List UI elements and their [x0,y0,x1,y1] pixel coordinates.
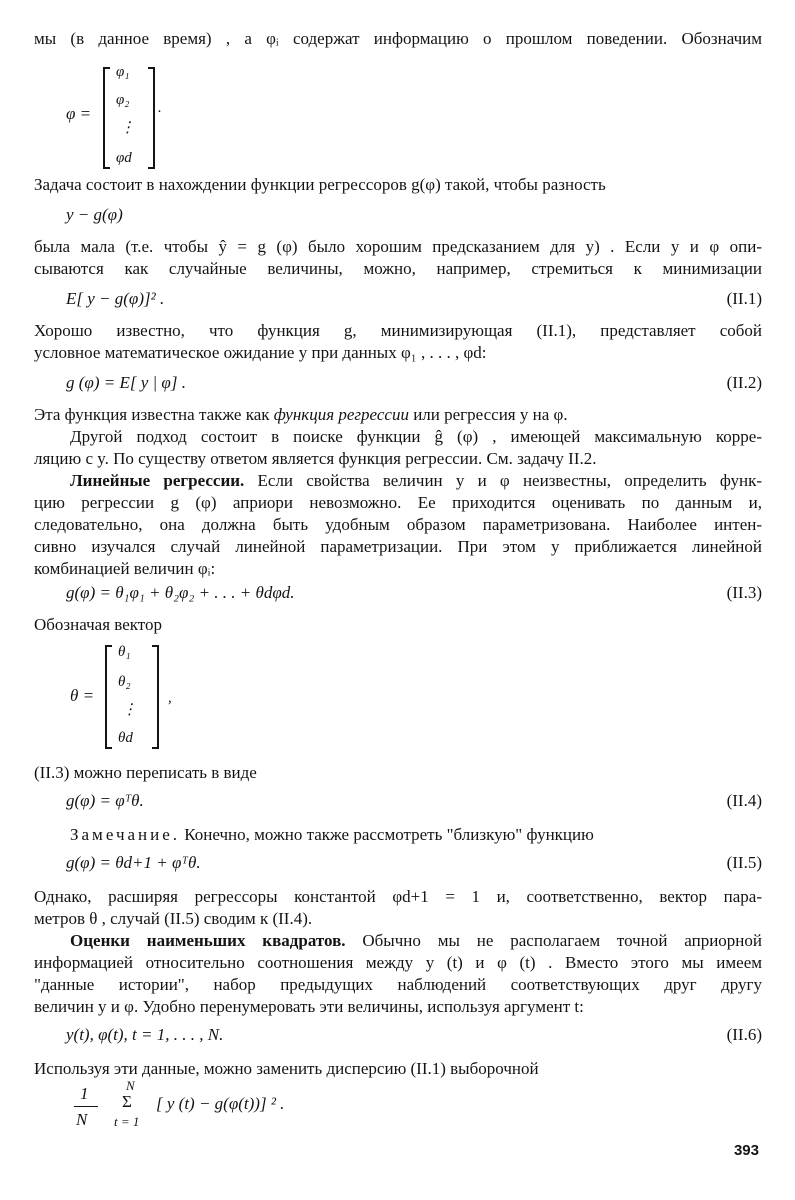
sample-variance-formula [72,1078,332,1142]
matrix-element: φd [116,150,132,166]
text-line: следовательно, она должна быть удобным образом параметризована. Наиболее интен- [34,515,762,534]
matrix-element: θ₁ [118,644,131,660]
text-line: Задача состоит в нахождении функции регрессоров g(φ) такой, чтобы разность [34,175,606,194]
expression: y − g(φ) [66,205,123,224]
matrix-lhs: θ = [70,686,95,705]
fraction-bar [74,1106,98,1107]
equation-number: (II.4) [726,791,762,810]
theta-vector-matrix [70,642,200,754]
matrix-suffix: , [168,690,172,706]
text-line: Обозначая вектор [34,615,162,634]
text-span: Конечно, можно также рассмотреть "близкую" функцию [180,825,594,844]
equation-II2: g (φ) = E[ y | φ] . [66,373,186,392]
text-line: информацией относительно соотношения между y (t) и φ (t) . Вместо этого мы имеем [34,953,762,972]
remark-heading: Замечание. [70,825,181,844]
matrix-dots: ⋮ [122,702,137,718]
section-heading: Оценки наименьших квадратов. [70,931,346,950]
text-span: Обычно мы не располагаем точной априорной [345,931,762,950]
text-line: ляцию с y. По существу ответом является функция регрессии. См. задачу II.2. [34,449,597,468]
text-line: Другой подход состоит в поиске функции ĝ (φ) , имеющей максимальную корре- [70,427,762,446]
equation-II3: g(φ) = θ₁φ₁ + θ₂φ₂ + . . . + θdφd. [66,583,295,602]
text-span: или регрессия y на φ. [408,405,568,424]
equation-II5: g(φ) = θd+1 + φᵀθ. [66,853,201,872]
matrix-element: φ₁ [116,64,130,80]
equation-number: (II.3) [726,583,762,602]
fraction-denominator: N [76,1110,88,1129]
fraction-numerator: 1 [80,1084,89,1103]
equation-II1: E[ y − g(φ)]² . [66,289,165,308]
equation-number: (II.6) [726,1025,762,1044]
equation-number: (II.2) [726,373,762,392]
sum-upper-limit: N [126,1078,135,1093]
text-line: "данные истории", набор предыдущих наблюдений соответствующих друг другу [34,975,762,994]
text-line [70,930,762,952]
equation-number: (II.1) [726,289,762,308]
matrix-element: φ₂ [116,92,130,108]
emphasis-term: функция регрессии [273,405,409,424]
sum-sign: Σ [122,1092,132,1111]
text-line: метров θ , случай (II.5) сводим к (II.4). [34,909,313,928]
text-line: Используя эти данные, можно заменить дисперсию (II.1) выборочной [34,1059,539,1078]
matrix-element: θ₂ [118,674,131,690]
matrix-lhs: φ = [66,104,92,123]
phi-vector-matrix [66,64,186,174]
text-line [70,470,762,492]
sum-body: [ y (t) − g(φ(t))] ² . [156,1094,285,1113]
section-heading: Линейные регрессии. [70,471,245,490]
text-line: мы (в данное время) , а φᵢ содержат информацию о прошлом поведении. Обозначим [34,29,762,48]
equation-II6: y(t), φ(t), t = 1, . . . , N. [66,1025,224,1044]
text-span: Эта функция известна также как [34,405,274,424]
text-line: сываются как случайные величины, можно, например, стремиться к минимизации [34,259,762,278]
text-line: условное математическое ожидание y при данных φ₁ , . . . , φd: [34,343,487,362]
page-number: 393 [733,1142,759,1159]
text-line: (II.3) можно переписать в виде [34,763,257,782]
equation-number: (II.5) [726,853,762,872]
text-line: была мала (т.е. чтобы ŷ = g (φ) было хорошим предсказанием для y) . Если y и φ опи- [34,237,762,256]
equation-II4: g(φ) = φᵀθ. [66,791,144,810]
text-line: комбинацией величин φᵢ: [34,559,216,578]
text-line [34,404,762,426]
text-line: Хорошо известно, что функция g, минимизирующая (II.1), представляет собой [34,321,762,340]
sum-lower-limit: t = 1 [114,1114,140,1129]
text-line [70,824,762,846]
matrix-dots: ⋮ [120,120,135,136]
matrix-suffix: . [158,100,162,116]
text-span: Если свойства величин y и φ неизвестны, определить функ- [244,471,762,490]
text-line: Однако, расширяя регрессоры константой φd+1 = 1 и, соответственно, вектор пара- [34,887,762,906]
text-line: величин y и φ. Удобно перенумеровать эти величины, используя аргумент t: [34,997,584,1016]
text-line: сивно изучался случай линейной параметризации. При этом y приближается линейной [34,537,762,556]
text-line: цию регрессии g (φ) априори невозможно. Ее приходится оценивать по данным и, [34,493,762,512]
matrix-element: θd [118,730,133,746]
